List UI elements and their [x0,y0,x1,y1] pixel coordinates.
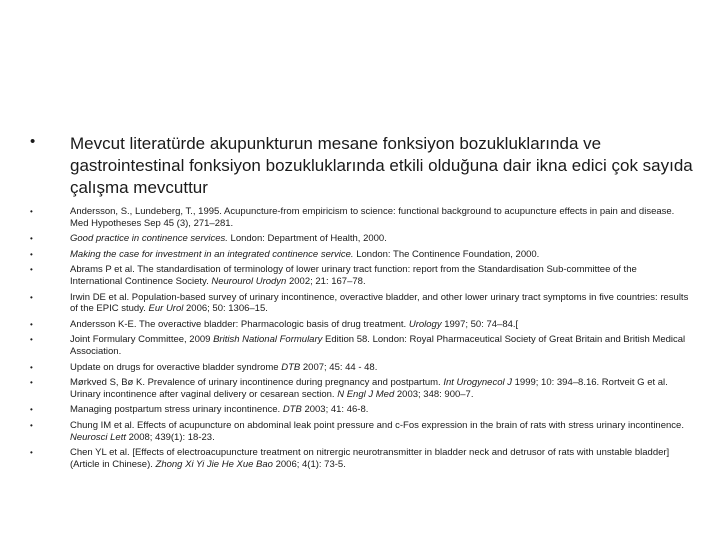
main-bullet: • [30,133,36,150]
reference-bullet: • [30,319,33,329]
reference-bullet: • [30,362,33,372]
reference-item: • Managing postpartum stress urinary incontinence. DTB 2003; 41: 46-8. [30,404,369,416]
reference-item: • Andersson K-E. The overactive bladder: Pharmacologic basis of drug treatment. Urology 1997; 50: 74–84.[ [30,318,519,330]
reference-item: • Irwin DE et al. Population-based survey of urinary incontinence, overactive bladder, and other lower urinary tract symptoms in five countries: results of the EPIC study. Eur Urol 2006; 50: 1306–15. [30,291,689,315]
reference-bullet: • [30,378,33,388]
reference-item: • Joint Formulary Committee, 2009 British National Formulary Edition 58. London: Royal Pharmaceutical Society of Great Britain and British Medical Association. [30,334,686,357]
main-point-text: Mevcut literatürde akupunkturun mesane fonksiyon bozukluklarında ve gastrointestinal fonksiyon bozukluklarında etkili olduğuna dair ikna edici çok sayıda çalışma mevcuttur [70,134,693,197]
reference-bullet: • [30,265,33,275]
reference-bullet: • [30,448,33,458]
reference-bullet: • [30,234,33,244]
reference-list [30,206,690,474]
reference-bullet: • [30,249,33,259]
reference-bullet: • [30,207,33,216]
reference-item: • Abrams P et al. The standardisation of terminology of lower urinary tract function: report from the Standardisation Sub-committee of the International Continence Society. Neurourol Urodyn 2002; 21: 167–78. [30,264,637,287]
reference-item: • Good practice in continence services. London: Department of Health, 2000. [30,233,387,245]
reference-bullet: • [30,292,33,302]
reference-item: • Mørkved S, Bø K. Prevalence of urinary incontinence during pregnancy and postpartum. Int Urogynecol J 1999; 10: 394–8.16. Rortveit G et al. Urinary incontinence after vaginal delivery or cesarean section. N Engl J Med 2003; 348: 900–7. [30,377,668,400]
reference-bullet: • [30,420,33,430]
reference-bullet: • [30,405,33,415]
reference-item: • Making the case for investment in an integrated continence service. London: The Continence Foundation, 2000. [30,248,540,260]
main-point [30,133,700,199]
reference-item: • Chen YL et al. [Effects of electroacupuncture treatment on nitrergic neurotransmitter in bladder neck and detrusor of rats with unstable bladder] (Article in Chinese). Zhong Xi Yi Jie He Xue Bao 2006; 4(1): 73-5. [30,447,670,470]
reference-item: • Update on drugs for overactive bladder syndrome DTB 2007; 45: 44 - 48. [30,361,378,373]
reference-item: • Andersson, S., Lundeberg, T., 1995. Acupuncture-from empiricism to science: functional background to acupuncture effects in pain and disease. Med Hypotheses Sep 45 (3), 271–281. [30,206,675,229]
reference-item: • Chung IM et al. Effects of acupuncture on abdominal leak point pressure and c-Fos expression in the brain of rats with stress urinary incontinence. Neurosci Lett 2008; 439(1): 18-23. [30,419,684,443]
reference-bullet: • [30,335,33,345]
